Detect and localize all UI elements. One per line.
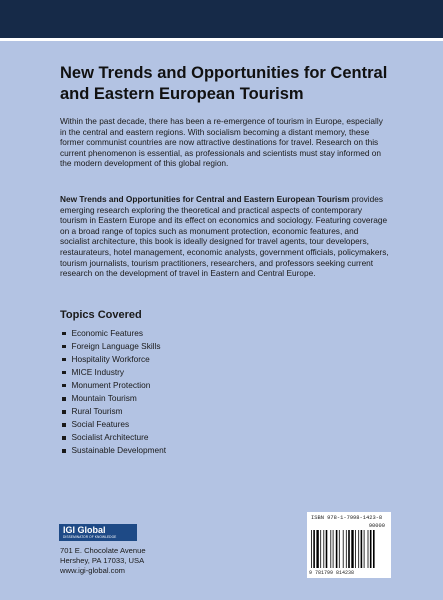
topic-item	[60, 405, 166, 418]
publisher-logo	[59, 524, 137, 541]
barcode-box	[307, 512, 391, 578]
topic-label: Rural Tourism	[71, 406, 123, 417]
bullet-icon	[62, 436, 66, 440]
topic-label: Economic Features	[71, 328, 143, 338]
intro-paragraph: Within the past decade, there has been a re-emergence of tourism in Europe, especially in the central and eastern regions. With socialism becoming a distant memory, these former communist countries are now attractive destinations for travel. Research on this current phenomenon is essential, as professionals and scientists must stay informed on the modern development of this global region.	[60, 116, 383, 169]
description-body: provides emerging research exploring the theoretical and practical aspects of contemporary tourism in Eastern Europe and its effect on economics and sociology. Featuring coverage on a broad range of topics such as monument protection, economic features, and socialist architecture, this book is ideally designed for travel agents, tour developers, restaurateurs, hotel management, economic analysts, government officials, policymakers, tourism journalists, tourism practitioners, researchers, and professors seeking current research on the development of travel in Eastern and Central Europe.	[60, 194, 389, 279]
topic-item	[60, 340, 166, 353]
price-code: 90000	[368, 523, 385, 529]
address-city: Hershey, PA 17033, USA	[60, 556, 145, 565]
publisher-address	[60, 546, 146, 576]
topic-label: Sustainable Development	[71, 445, 167, 456]
bullet-icon	[62, 423, 66, 427]
bullet-icon	[62, 410, 66, 414]
bullet-icon	[62, 384, 66, 388]
book-title: New Trends and Opportunities for Central and Eastern European Tourism	[60, 64, 388, 103]
topic-label: Foreign Language Skills	[71, 341, 161, 352]
topics-heading: Topics Covered	[60, 309, 142, 321]
address-street: 701 E. Chocolate Avenue	[60, 546, 146, 555]
topic-item	[60, 418, 166, 431]
bullet-icon	[62, 332, 66, 336]
barcode-bars	[309, 530, 389, 568]
topic-item	[60, 392, 166, 405]
logo-name: IGI Global	[63, 525, 106, 535]
topic-item	[60, 353, 166, 366]
topic-item	[60, 444, 166, 457]
isbn-text: ISBN 978-1-7998-1423-8	[311, 515, 383, 521]
topic-label: Social Features	[71, 419, 130, 430]
description-book-title: New Trends and Opportunities for Central and Eastern European Tourism	[60, 194, 350, 204]
bullet-icon	[62, 345, 66, 349]
topic-label: Socialist Architecture	[71, 432, 149, 443]
topic-item	[60, 366, 166, 379]
topic-item	[60, 431, 166, 444]
bullet-icon	[62, 358, 66, 362]
description-paragraph	[60, 194, 390, 279]
topics-list	[60, 327, 166, 457]
topic-label: Monument Protection	[71, 380, 151, 391]
topic-label: Mountain Tourism	[71, 393, 137, 404]
logo-tagline: DISSEMINATOR OF KNOWLEDGE	[63, 535, 117, 539]
publisher-website: www.igi-global.com	[60, 566, 125, 575]
topic-item	[60, 327, 166, 340]
bullet-icon	[62, 371, 66, 375]
bullet-icon	[62, 449, 66, 453]
barcode-number: 9 781799 814238	[309, 570, 355, 576]
topic-item	[60, 379, 166, 392]
topic-label: MICE Industry	[71, 367, 125, 378]
bullet-icon	[62, 397, 66, 401]
topic-label: Hospitality Workforce	[71, 354, 150, 365]
top-band	[0, 0, 443, 38]
divider-line	[0, 38, 443, 41]
